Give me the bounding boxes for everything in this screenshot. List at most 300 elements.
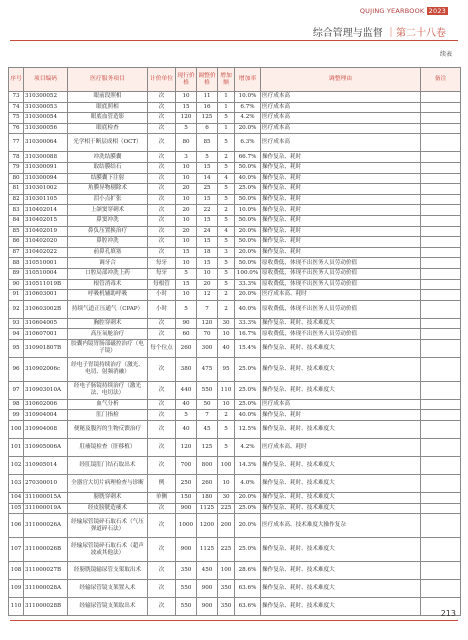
table-cell: 16.7%	[235, 329, 261, 340]
table-cell: 45	[197, 421, 218, 439]
table-cell	[421, 562, 461, 580]
table-cell: 310300088	[24, 152, 68, 163]
table-cell: 310300052	[24, 92, 68, 103]
table-cell: 900	[176, 538, 197, 562]
table-cell: 次	[148, 580, 176, 598]
table-cell: 2	[218, 410, 235, 421]
table-cell	[421, 258, 461, 269]
table-cell	[421, 237, 461, 248]
header-brand	[360, 7, 448, 15]
table-cell: 操作复杂、耗时	[261, 226, 421, 237]
table-row	[9, 339, 461, 357]
table-cell: 96	[9, 357, 24, 381]
table-cell: 2	[218, 205, 235, 216]
table-cell: 5	[218, 215, 235, 226]
table-cell: 92	[9, 300, 24, 318]
header-title: 综合管理与监督 ｜第二十八卷	[312, 28, 446, 39]
table-cell: 1	[218, 92, 235, 103]
table-cell: 109	[9, 580, 24, 598]
table-cell: 次	[148, 113, 176, 124]
table-cell: 操作复杂、耗时、技术难度大	[261, 475, 421, 493]
table-cell: 310300064	[24, 134, 68, 152]
table-cell: 原收费低，体现不出医务人员劳动价值	[261, 329, 421, 340]
table-cell: 5	[218, 439, 235, 457]
table-cell: 6.3%	[235, 134, 261, 152]
table-cell: 10	[176, 290, 197, 301]
table-cell: 83	[9, 205, 24, 216]
table-cell: 鼻负压置换治疗	[68, 226, 148, 237]
table-cell: 15	[197, 215, 218, 226]
table-row	[9, 318, 461, 329]
table-cell: 操作复杂、耗时	[261, 173, 421, 184]
table-cell: 泪小点扩张	[68, 194, 148, 205]
table-cell: 7	[197, 300, 218, 318]
table-cell: 107	[9, 538, 24, 562]
table-cell: 350	[176, 562, 197, 580]
table-cell: 200	[218, 514, 235, 538]
table-cell: 12.5%	[235, 421, 261, 439]
table-cell	[421, 439, 461, 457]
table-cell: 310402022	[24, 247, 68, 258]
table-cell: 310603001	[24, 290, 68, 301]
table-row	[9, 184, 461, 195]
table-cell: 103	[9, 475, 24, 493]
table-cell: 20	[197, 279, 218, 290]
table-cell: 眼底照相	[68, 102, 148, 113]
table-cell: 89	[9, 268, 24, 279]
column-header: 调整理由	[261, 68, 421, 92]
table-cell: 250	[176, 475, 197, 493]
table-cell: 次	[148, 247, 176, 258]
table-cell: 操作复杂、耗时	[261, 215, 421, 226]
table-cell: 操作复杂、耗时、技术难度大	[261, 318, 421, 329]
table-cell	[421, 268, 461, 279]
table-cell: 经电子肠镜持续治疗（激光法、电切法）	[68, 381, 148, 399]
table-cell: 380	[176, 357, 197, 381]
table-cell: 15	[197, 194, 218, 205]
table-row	[9, 173, 461, 184]
table-cell: 次	[148, 102, 176, 113]
table-cell	[421, 184, 461, 195]
column-header: 增加额	[218, 68, 235, 92]
table-cell	[421, 339, 461, 357]
table-cell: 便秘及腹泻的生物反馈治疗	[68, 421, 148, 439]
table-cell: 原收费低，体现不出医务人员劳动价值	[261, 279, 421, 290]
table-cell: 经膀胱镜输尿管支架取出术	[68, 562, 148, 580]
table-cell: 操作复杂、耗时、技术难度大	[261, 503, 421, 514]
table-cell: 10	[176, 162, 197, 173]
table-cell	[421, 503, 461, 514]
table-cell: 150	[176, 493, 197, 504]
table-cell: 胶囊内镜胃肠部磁控治疗（电子镜）	[68, 339, 148, 357]
table-row	[9, 503, 461, 514]
table-cell: 医疗成本高	[261, 102, 421, 113]
table-cell: 5	[197, 152, 218, 163]
table-row	[9, 279, 461, 290]
table-cell: 15.4%	[235, 339, 261, 357]
table-cell: 操作复杂、耗时、技术难度大	[261, 381, 421, 399]
table-cell: 15	[197, 162, 218, 173]
table-cell: 次	[148, 410, 176, 421]
table-cell: 100	[218, 457, 235, 475]
table-cell: 81	[9, 184, 24, 195]
table-cell: 225	[218, 503, 235, 514]
table-cell: 66.7%	[235, 152, 261, 163]
table-cell	[421, 134, 461, 152]
table-cell: 100	[9, 421, 24, 439]
table-cell: 操作复杂、耗时、技术难度大	[261, 562, 421, 580]
table-cell: 次	[148, 503, 176, 514]
table-cell	[421, 538, 461, 562]
table-cell: 15	[176, 247, 197, 258]
table-cell: 操作复杂、耗时	[261, 410, 421, 421]
table-cell: 310301002	[24, 184, 68, 195]
table-cell	[421, 205, 461, 216]
table-cell: 85	[197, 134, 218, 152]
table-cell: 260	[197, 475, 218, 493]
table-cell: 10	[197, 268, 218, 279]
table-cell: 10	[176, 173, 197, 184]
table-cell: 鼻窦冲洗	[68, 215, 148, 226]
table-cell: 120	[176, 439, 197, 457]
table-cell: 310402015	[24, 215, 68, 226]
table-cell: 4	[218, 226, 235, 237]
table-cell: 10	[176, 215, 197, 226]
table-cell: 20.0%	[235, 514, 261, 538]
table-cell: 30	[218, 493, 235, 504]
table-cell: 20	[176, 205, 197, 216]
table-cell: 3	[176, 152, 197, 163]
table-cell: 310510004	[24, 268, 68, 279]
table-cell: 88	[9, 258, 24, 269]
table-row	[9, 237, 461, 248]
column-header: 序号	[9, 68, 24, 92]
table-cell: 311000015A	[24, 493, 68, 504]
table-cell: 操作复杂、耗时	[261, 247, 421, 258]
table-cell: 25.0%	[235, 538, 261, 562]
table-cell: 550	[176, 580, 197, 598]
table-cell: 操作复杂、耗时、技术难度大	[261, 339, 421, 357]
table-cell: 4.0%	[235, 475, 261, 493]
table-row	[9, 439, 461, 457]
table-cell: 4.2%	[235, 113, 261, 124]
table-cell: 14.3%	[235, 457, 261, 475]
table-row	[9, 258, 461, 269]
table-cell: 血气分析	[68, 399, 148, 410]
table-cell: 上颌窦穿刺术	[68, 205, 148, 216]
table-row	[9, 162, 461, 173]
table-cell: 医疗成本高	[261, 113, 421, 124]
table-cell	[421, 123, 461, 134]
table-cell: 18	[197, 247, 218, 258]
table-cell: 40.0%	[235, 410, 261, 421]
table-cell: 310511019B	[24, 279, 68, 290]
table-cell	[421, 329, 461, 340]
table-cell: 28.6%	[235, 562, 261, 580]
table-cell: 311000026B	[24, 538, 68, 562]
table-cell: 1000	[176, 514, 197, 538]
table-cell: 次	[148, 92, 176, 103]
table-cell: 110	[218, 381, 235, 399]
table-cell: 冲洗结膜囊	[68, 152, 148, 163]
table-cell: 1125	[197, 538, 218, 562]
table-cell: 次	[148, 421, 176, 439]
table-cell: 50.0%	[235, 237, 261, 248]
table-cell: 24	[197, 226, 218, 237]
table-cell: 15	[197, 237, 218, 248]
table-cell: 310300094	[24, 173, 68, 184]
table-cell: 260	[176, 339, 197, 357]
table-cell: 鼻腔冲洗	[68, 237, 148, 248]
table-cell: 操作复杂、耗时	[261, 162, 421, 173]
table-cell: 16	[197, 102, 218, 113]
table-row	[9, 421, 461, 439]
table-cell: 800	[197, 457, 218, 475]
table-cell: 20.0%	[235, 247, 261, 258]
table-cell: 操作复杂、耗时、技术难度大	[261, 357, 421, 381]
table-cell: 10	[176, 258, 197, 269]
table-cell: 10.0%	[235, 92, 261, 103]
table-cell: 311000028B	[24, 598, 68, 616]
table-cell: 120	[176, 113, 197, 124]
table-cell: 操作复杂、耗时	[261, 152, 421, 163]
table-cell: 1	[218, 123, 235, 134]
table-cell: 单侧	[148, 493, 176, 504]
table-cell: 11	[197, 92, 218, 103]
table-cell: 次	[148, 226, 176, 237]
table-cell: 900	[176, 503, 197, 514]
yearbook-name: QUJING YEARBOOK	[359, 7, 425, 15]
table-cell: 结膜囊下注射	[68, 173, 148, 184]
table-cell: 次	[148, 381, 176, 399]
table-cell: 25.0%	[235, 399, 261, 410]
table-cell: 110	[9, 598, 24, 616]
table-cell: 74	[9, 102, 24, 113]
table-cell: 311000027B	[24, 562, 68, 580]
table-row	[9, 290, 461, 301]
table-cell: 每根管	[148, 279, 176, 290]
table-cell: 95	[9, 339, 24, 357]
table-cell: 10	[218, 475, 235, 493]
table-cell	[421, 173, 461, 184]
table-cell	[421, 102, 461, 113]
table-cell: 105	[9, 503, 24, 514]
table-row	[9, 268, 461, 279]
table-cell: 310402019	[24, 226, 68, 237]
table-cell: 310300054	[24, 113, 68, 124]
table-cell: 眼底血管造影	[68, 113, 148, 124]
table-cell	[421, 514, 461, 538]
table-cell: 7	[197, 410, 218, 421]
table-row	[9, 194, 461, 205]
table-cell: 原收费低，体现不出医务人员劳动价值	[261, 268, 421, 279]
table-cell	[421, 580, 461, 598]
table-cell: 操作复杂、耗时、技术难度大	[261, 493, 421, 504]
table-cell: 311000026A	[24, 514, 68, 538]
table-cell: 3	[218, 247, 235, 258]
table-cell: 全器官大切片病理检查与诊断	[68, 475, 148, 493]
table-cell: 310604005	[24, 318, 68, 329]
table-cell: 经输尿管镜支架置入术	[68, 580, 148, 598]
table-cell: 小时	[148, 290, 176, 301]
table-row	[9, 134, 461, 152]
table-cell: 270300010	[24, 475, 68, 493]
table-cell: 40.0%	[235, 173, 261, 184]
table-cell	[421, 152, 461, 163]
table-cell: 例	[148, 475, 176, 493]
table-row	[9, 215, 461, 226]
table-cell: 20	[176, 226, 197, 237]
table-cell: 440	[176, 381, 197, 399]
table-cell: 20.0%	[235, 493, 261, 504]
table-cell: 15	[176, 102, 197, 113]
table-cell: 呼吸机辅助呼吸	[68, 290, 148, 301]
table-cell: 光学相干断层成相（OCT）	[68, 134, 148, 152]
table-cell: 10	[176, 92, 197, 103]
table-cell: 78	[9, 152, 24, 163]
table-cell	[421, 457, 461, 475]
table-cell: 操作复杂、耗时	[261, 205, 421, 216]
table-cell: 310300091	[24, 162, 68, 173]
table-cell	[421, 399, 461, 410]
table-cell: 次	[148, 237, 176, 248]
table-cell: 125	[197, 113, 218, 124]
table-cell: 97	[9, 381, 24, 399]
table-cell: 5	[176, 410, 197, 421]
table-cell: 2	[218, 152, 235, 163]
table-cell: 87	[9, 247, 24, 258]
table-cell: 5	[218, 162, 235, 173]
table-cell: 86	[9, 237, 24, 248]
table-cell: 77	[9, 134, 24, 152]
table-cell: 311000028A	[24, 580, 68, 598]
table-cell: 310510001	[24, 258, 68, 269]
table-row	[9, 562, 461, 580]
table-cell: 20.0%	[235, 290, 261, 301]
table-cell: 93	[9, 318, 24, 329]
table-cell	[421, 318, 461, 329]
table-cell: 10.0%	[235, 205, 261, 216]
table-cell: 每牙	[148, 268, 176, 279]
table-cell: 15	[176, 279, 197, 290]
column-header: 医疗服务项目	[68, 68, 148, 92]
table-cell: 310300056	[24, 123, 68, 134]
header-rule	[10, 40, 458, 41]
table-row	[9, 92, 461, 103]
table-cell: 25.0%	[235, 184, 261, 195]
table-cell: 胸腔穿刺术	[68, 318, 148, 329]
table-cell: 次	[148, 562, 176, 580]
table-row	[9, 493, 461, 504]
table-cell: 5	[176, 300, 197, 318]
column-header: 备注	[421, 68, 461, 92]
table-cell: 310402020	[24, 237, 68, 248]
table-cell: 前鼻孔填塞	[68, 247, 148, 258]
table-cell: 180	[197, 493, 218, 504]
table-cell: 操作复杂、耗时、技术难度大	[261, 421, 421, 439]
table-cell	[421, 300, 461, 318]
section-title: 综合管理与监督	[312, 28, 383, 39]
table-cell: 12	[197, 290, 218, 301]
table-cell: 每个位点	[148, 339, 176, 357]
table-cell: 550	[176, 598, 197, 616]
table-cell: 125	[197, 439, 218, 457]
table-cell: 104	[9, 493, 24, 504]
table-cell: 33.3%	[235, 318, 261, 329]
continued-label: 续表	[439, 51, 452, 58]
table-cell: 5	[218, 237, 235, 248]
table-cell: 550	[197, 381, 218, 399]
table-cell	[421, 279, 461, 290]
table-cell: 50.0%	[235, 258, 261, 269]
table-cell: 900	[197, 580, 218, 598]
table-cell: 10	[218, 399, 235, 410]
table-cell	[421, 357, 461, 381]
table-cell: 操作复杂、耗时	[261, 237, 421, 248]
table-cell: 30	[218, 318, 235, 329]
table-cell: 40	[176, 399, 197, 410]
table-cell: 50.0%	[235, 162, 261, 173]
table-cell: 5	[218, 279, 235, 290]
table-cell	[421, 493, 461, 504]
table-cell: 25.0%	[235, 503, 261, 514]
table-cell	[421, 290, 461, 301]
table-cell: 5	[218, 113, 235, 124]
table-cell: 310905014	[24, 457, 68, 475]
table-cell: 20.0%	[235, 123, 261, 134]
table-cell: 次	[148, 205, 176, 216]
table-cell: 医疗成本高、耗时	[261, 290, 421, 301]
table-cell: 63.6%	[235, 580, 261, 598]
table-cell: 次	[148, 184, 176, 195]
column-header: 项目编码	[24, 68, 68, 92]
table-cell: 94	[9, 329, 24, 340]
table-cell: 5	[218, 194, 235, 205]
table-cell: 6.7%	[235, 102, 261, 113]
table-cell: 120	[197, 318, 218, 329]
table-row	[9, 329, 461, 340]
table-cell: 101	[9, 439, 24, 457]
table-cell: 90	[9, 279, 24, 290]
table-cell: 膀胱穿刺术	[68, 493, 148, 504]
table-cell: 操作复杂、耗时、技术难度大	[261, 457, 421, 475]
column-header: 调整价格	[197, 68, 218, 92]
table-cell: 84	[9, 215, 24, 226]
table-cell	[421, 421, 461, 439]
table-cell: 经输尿管镜支架取出术	[68, 598, 148, 616]
table-row	[9, 399, 461, 410]
table-cell: 102	[9, 457, 24, 475]
table-cell: 操作复杂、耗时、技术难度大	[261, 538, 421, 562]
table-cell: 100.0%	[235, 268, 261, 279]
table-cell: 小时	[148, 300, 176, 318]
table-cell: 10	[218, 329, 235, 340]
table-cell: 5	[218, 421, 235, 439]
table-cell: 经输尿管镜碎石取石术（超声波或其他法）	[68, 538, 148, 562]
table-cell: 持续气道正压通气（CPAP）	[68, 300, 148, 318]
table-cell: 角膜异物剔除术	[68, 184, 148, 195]
table-cell: 50.0%	[235, 194, 261, 205]
yearbook-year: 2023	[428, 7, 446, 15]
table-cell: 350	[218, 598, 235, 616]
table-cell: 450	[197, 562, 218, 580]
table-cell: 操作复杂、耗时	[261, 194, 421, 205]
table-cell: 73	[9, 92, 24, 103]
table-cell: 次	[148, 194, 176, 205]
table-cell: 311000019A	[24, 503, 68, 514]
table-row	[9, 102, 461, 113]
table-cell	[421, 247, 461, 258]
